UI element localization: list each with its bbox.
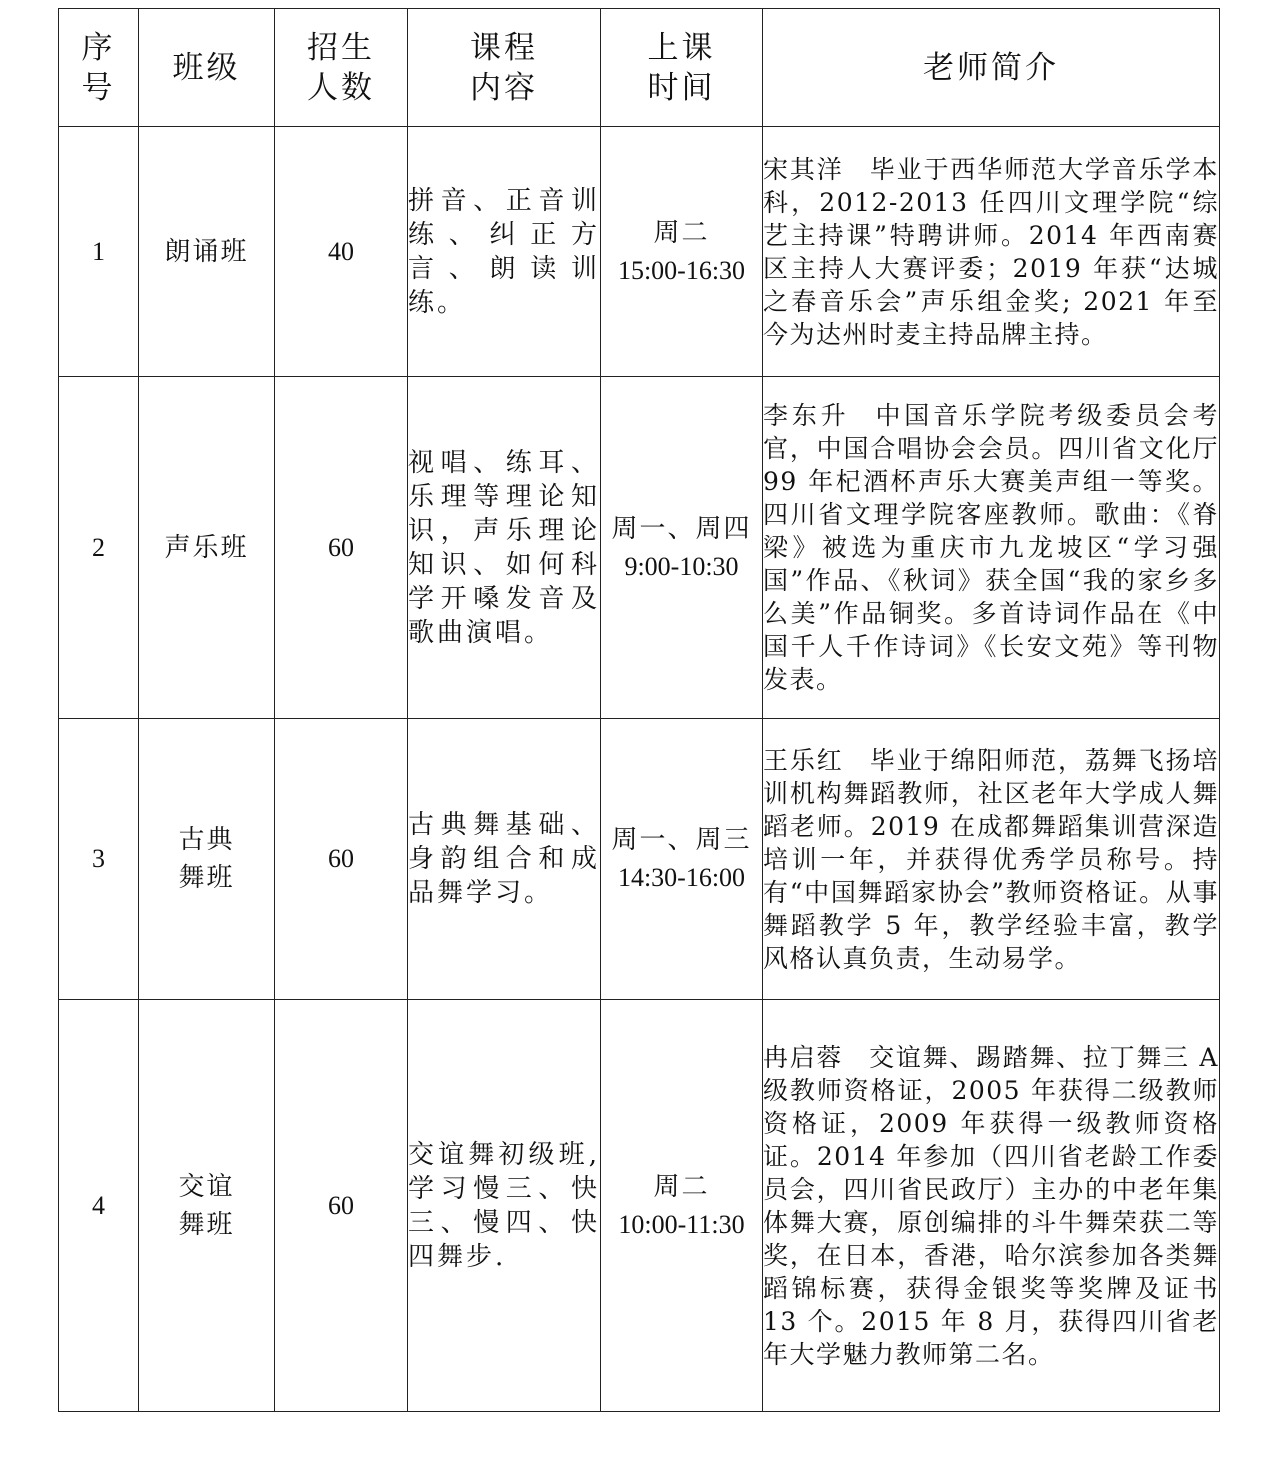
class-name: 朗诵班 (139, 127, 275, 377)
header-num: 序 号 (59, 9, 139, 127)
header-count: 招生 人数 (275, 9, 408, 127)
class-time: 周一、周四 9:00-10:30 (601, 377, 763, 719)
row-number: 2 (59, 377, 139, 719)
teacher-bio: 交谊舞、踢踏舞、拉丁舞三 A 级教师资格证，2005 年获得二级教师资格证，2009 年获得一级教师资格证。2014 年参加（四川省老龄工作委员会，四川省民政厅）主办的中老年集体舞大赛，原创编排的斗牛舞荣获二等奖，在日本，香港，哈尔滨参加各类舞蹈锦标赛，获得金银奖等奖牌及证书 13 个。2015 年 8 月，获得四川省老年大学魅力教师第二名。 (763, 1042, 1219, 1369)
course-content: 古典舞基础、身韵组合和成品舞学习。 (408, 719, 601, 1000)
class-name: 古典 舞班 (139, 719, 275, 1000)
header-teacher: 老师简介 (763, 9, 1220, 127)
course-content: 拼音、正音训练、纠正方言、朗读训练。 (408, 127, 601, 377)
header-time: 上课 时间 (601, 9, 763, 127)
teacher-intro (763, 1000, 1220, 1412)
teacher-name: 李东升 (763, 401, 850, 430)
enroll-count: 40 (275, 127, 408, 377)
table-row (59, 377, 1220, 719)
teacher-name: 冉启蓉 (763, 1042, 844, 1072)
header-class: 班级 (139, 9, 275, 127)
teacher-intro (763, 377, 1220, 719)
class-time: 周一、周三 14:30-16:00 (601, 719, 763, 1000)
row-number: 1 (59, 127, 139, 377)
teacher-bio: 毕业于西华师范大学音乐学本科，2012-2013 任四川文理学院“综艺主持课”特聘讲师。2014 年西南赛区主持人大赛评委；2019 年获“达城之春音乐会”声乐组金奖; 2021 年至今为达州时麦主持品牌主持。 (763, 154, 1219, 349)
teacher-bio: 毕业于绵阳师范，荔舞飞扬培训机构舞蹈教师，社区老年大学成人舞蹈老师。2019 在成都舞蹈集训营深造培训一年，并获得优秀学员称号。持有“中国舞蹈家协会”教师资格证。从事舞蹈教学 5 年，教学经验丰富，教学风格认真负责，生动易学。 (763, 745, 1219, 973)
teacher-bio: 中国音乐学院考级委员会考官，中国合唱协会会员。四川省文化厅99 年杞酒杯声乐大赛美声组一等奖。四川省文理学院客座教师。歌曲：《脊梁》被选为重庆市九龙坡区“学习强国”作品、《秋词》获全国“我的家乡多么美”作品铜奖。多首诗词作品在《中国千人千作诗词》《长安文苑》等刊物发表。 (763, 401, 1219, 694)
enroll-count: 60 (275, 719, 408, 1000)
row-number: 4 (59, 1000, 139, 1412)
teacher-intro (763, 127, 1220, 377)
table-row (59, 719, 1220, 1000)
course-content: 视唱、练耳、乐理等理论知识，声乐理论知识、如何科学开嗓发音及歌曲演唱。 (408, 377, 601, 719)
row-number: 3 (59, 719, 139, 1000)
class-name: 交谊 舞班 (139, 1000, 275, 1412)
enroll-count: 60 (275, 1000, 408, 1412)
course-table (58, 8, 1220, 1412)
teacher-name: 王乐红 (763, 745, 844, 775)
teacher-intro (763, 719, 1220, 1000)
table-row (59, 1000, 1220, 1412)
class-name: 声乐班 (139, 377, 275, 719)
table-row (59, 127, 1220, 377)
course-content: 交谊舞初级班,学习慢三、快三、慢四、快四舞步. (408, 1000, 601, 1412)
teacher-name: 宋其洋 (763, 154, 844, 184)
class-time: 周二 15:00-16:30 (601, 127, 763, 377)
header-row (59, 9, 1220, 127)
class-time: 周二 10:00-11:30 (601, 1000, 763, 1412)
header-content: 课程 内容 (408, 9, 601, 127)
enroll-count: 60 (275, 377, 408, 719)
